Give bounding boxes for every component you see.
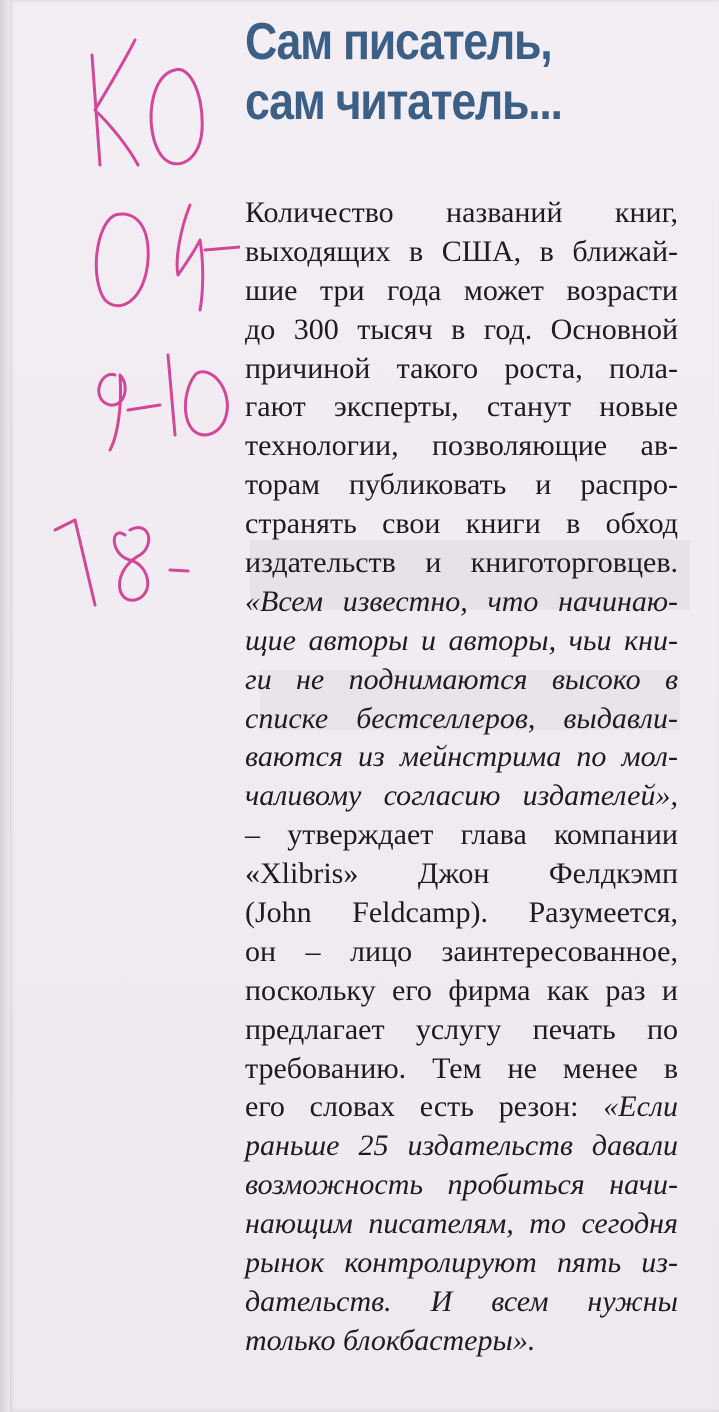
- body-line: «Xlibris» Джон Фелдкэмп: [245, 857, 678, 891]
- paper-edge: [0, 0, 10, 1412]
- body-line: гают эксперты, станут новые: [245, 390, 678, 424]
- body-line: ваются из мейнстрима по мол-: [245, 740, 678, 774]
- body-line: ги не поднимаются высоко в: [245, 662, 678, 696]
- body-line: Количество названий книг,: [245, 196, 678, 229]
- body-line: шие три года может возрасти: [245, 273, 678, 307]
- handwriting-nine: [99, 374, 125, 450]
- body-line: возможность пробиться начи-: [245, 1168, 678, 1202]
- handwriting-k: [92, 40, 138, 165]
- handwriting-one-a: [168, 355, 175, 435]
- body-line-part: его словах есть резон:: [245, 1090, 604, 1124]
- body-line: технологии, позволяющие ав-: [245, 429, 678, 463]
- body-line: только блокбастеры».: [245, 1323, 536, 1357]
- handwriting-zero-b: [185, 372, 227, 435]
- body-line: поскольку его фирма как раз и: [245, 973, 678, 1007]
- body-line: – утверждает глава компании: [245, 818, 678, 852]
- body-line: (John Feldcamp). Разумеется,: [245, 896, 678, 930]
- body-line: предлагает услугу печать по: [245, 1012, 678, 1046]
- body-line-part-italic: «Если: [603, 1090, 678, 1124]
- handwriting-eight: [114, 528, 148, 601]
- body-line: чаливому согласию издателей»,: [245, 779, 678, 813]
- handwriting-one-b: [55, 520, 95, 605]
- body-line: раньше 25 издательств давали: [245, 1129, 678, 1163]
- handwriting-dash-2: [128, 405, 160, 410]
- handwritten-annotation: [40, 15, 240, 615]
- body-line: выходящих в США, в ближай-: [245, 234, 678, 268]
- body-line: он – лицо заинтересованное,: [245, 934, 678, 968]
- title-line-2: сам читатель...: [245, 73, 562, 131]
- body-line: «Всем известно, что начинаю-: [245, 584, 678, 618]
- handwriting-o: [151, 69, 202, 163]
- article-title: [245, 12, 641, 132]
- handwriting-zero: [96, 214, 148, 306]
- body-line: [245, 1088, 678, 1127]
- body-line: до 300 тысяч в год. Основной: [245, 312, 678, 346]
- body-line: нающим писателям, то сегодня: [245, 1207, 678, 1241]
- article-body: [245, 194, 678, 1361]
- handwriting-dash-1: [205, 247, 240, 250]
- body-line: рынок контролируют пять из-: [245, 1246, 678, 1280]
- handwriting-four: [177, 205, 203, 310]
- handwriting-dash-3: [170, 570, 188, 571]
- title-line-1: Сам писатель,: [245, 13, 552, 71]
- body-line: требованию. Тем не менее в: [245, 1051, 678, 1085]
- body-line: причиной такого роста, пола-: [245, 351, 678, 385]
- body-line: дательств. И всем нужны: [245, 1284, 678, 1318]
- body-line: издательств и книготорговцев.: [245, 546, 678, 580]
- body-line: списке бестселлеров, выдавли-: [245, 701, 678, 735]
- body-line: щие авторы и авторы, чьи кни-: [245, 623, 678, 657]
- body-line: странять свои книги в обход: [245, 507, 678, 541]
- body-line: торам публиковать и распро-: [245, 468, 678, 502]
